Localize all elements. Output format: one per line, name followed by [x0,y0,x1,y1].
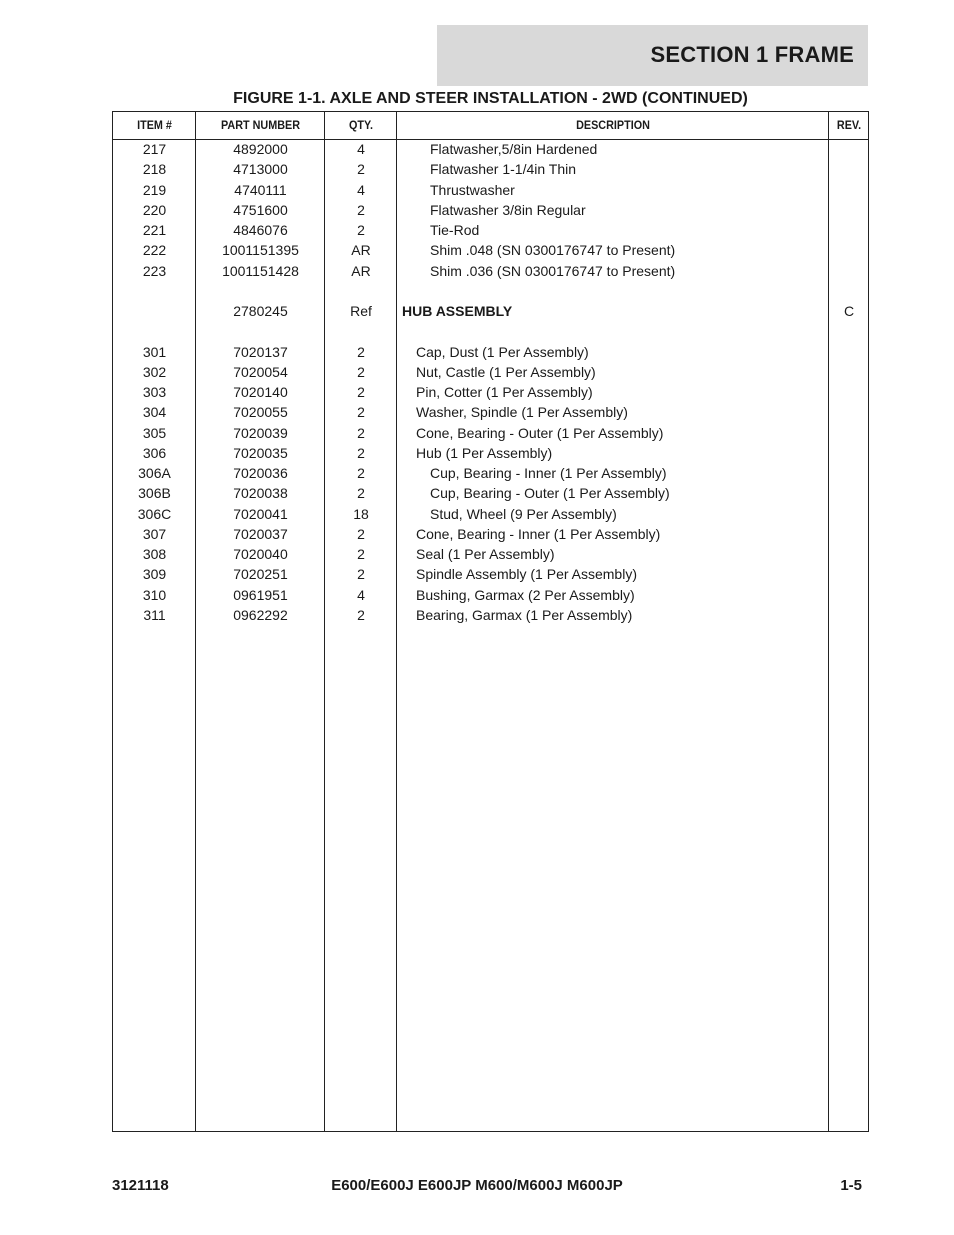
qty-cell: 2 [357,465,365,481]
table-row [113,504,868,524]
table-row [113,200,868,220]
item-number-cell: 309 [142,566,167,583]
qty-cell: 2 [357,546,365,562]
table-row [113,281,868,301]
part-number-cell: 4846076 [233,222,288,238]
qty-cell: 2 [357,363,365,380]
description-cell: Nut, Castle (1 Per Assembly) [416,363,596,380]
table-row [113,362,868,382]
qty-cell: 2 [357,201,365,218]
item-number-cell [113,281,196,301]
rev-cell [829,504,869,524]
description-cell [402,321,832,341]
part-number-cell: 4892000 [233,141,288,157]
description-cell: HUB ASSEMBLY [402,303,513,319]
description-cell: Cone, Bearing - Outer (1 Per Assembly) [416,424,664,441]
part-number-cell: 7020039 [233,424,288,441]
part-number-cell: 7020036 [233,465,288,481]
qty-cell: 2 [357,343,365,360]
qty-cell: AR [351,262,371,279]
qty-cell: AR [351,242,371,259]
rev-cell [829,382,869,402]
item-number-cell: 307 [142,525,167,542]
item-number-cell: 221 [142,222,167,238]
part-number-cell: 7020251 [233,566,288,583]
part-number-cell [196,321,325,341]
table-row [113,342,868,362]
part-number-cell: 7020040 [233,546,288,562]
description-cell: Flatwasher,5/8in Hardened [430,141,598,157]
qty-cell: 2 [357,525,365,542]
part-number-cell: 4751600 [233,201,288,218]
rev-cell [829,180,869,200]
description-cell: Washer, Spindle (1 Per Assembly) [416,404,628,421]
section-title: SECTION 1 FRAME [650,42,854,67]
description-cell: Tie-Rod [430,222,480,238]
column-header-description: DESCRIPTION [576,118,650,132]
table-row [113,585,868,605]
column-header-item: ITEM # [137,118,172,132]
rev-cell [829,281,869,301]
table-row [113,220,868,240]
item-number-cell: 308 [142,546,167,562]
part-number-cell: 7020037 [233,525,288,542]
table-row [113,605,868,625]
part-number-cell: 7020035 [233,444,288,461]
part-number-cell: 4740111 [234,181,287,198]
rev-cell [829,220,869,240]
qty-cell: 2 [357,404,365,421]
item-number-cell: 217 [142,141,167,157]
column-header-qty: QTY. [348,118,373,132]
table-row [113,544,868,564]
item-number-cell: 303 [142,384,167,400]
part-number-cell: 7020054 [233,363,288,380]
part-number-cell: 7020038 [233,485,288,502]
description-cell: Shim .036 (SN 0300176747 to Present) [430,262,676,279]
table-row [113,402,868,422]
item-number-cell: 310 [142,586,167,603]
item-number-cell: 306A [138,465,171,481]
part-number-cell: 7020055 [233,404,288,421]
description-cell: Spindle Assembly (1 Per Assembly) [416,566,637,583]
description-cell: Cup, Bearing - Inner (1 Per Assembly) [430,465,667,481]
item-number-cell [113,301,196,321]
table-row [113,564,868,584]
qty-cell: 2 [357,424,365,441]
item-number-cell: 306 [142,444,167,461]
item-number-cell: 304 [142,404,167,421]
rev-cell [829,463,869,483]
qty-cell: 2 [357,444,365,461]
description-cell: Cup, Bearing - Outer (1 Per Assembly) [430,485,670,502]
rev-cell [829,423,869,443]
description-cell [402,281,832,301]
qty-cell: 2 [357,384,365,400]
description-cell: Hub (1 Per Assembly) [416,444,553,461]
rev-cell: C [843,303,855,319]
qty-cell: 2 [357,566,365,583]
part-number-cell: 0962292 [233,606,288,623]
part-number-cell: 1001151428 [222,262,299,279]
description-cell: Bearing, Garmax (1 Per Assembly) [416,606,633,623]
item-number-cell: 220 [142,201,167,218]
qty-cell: 4 [357,586,365,603]
figure-title: FIGURE 1-1. AXLE AND STEER INSTALLATION - 2WD (CONTINUED) [233,90,748,107]
rev-cell [829,159,869,179]
part-number-cell [196,281,325,301]
table-row [113,240,868,260]
qty-cell [325,281,397,301]
rev-cell [829,605,869,625]
item-number-cell: 301 [142,343,167,360]
qty-cell: 2 [357,161,365,178]
footer-doc-number: 3121118 [112,1177,169,1194]
table-row [113,159,868,179]
item-number-cell: 218 [142,161,167,178]
description-cell: Cone, Bearing - Inner (1 Per Assembly) [416,525,661,542]
description-cell: Thrustwasher [430,181,515,198]
rev-cell [829,321,869,341]
rev-cell [829,342,869,362]
item-number-cell: 222 [142,242,167,259]
table-row [113,443,868,463]
table-row [113,261,868,281]
table-row [113,301,868,321]
part-number-cell: 7020140 [233,384,288,400]
rev-cell [829,200,869,220]
part-number-cell: 7020137 [233,343,288,360]
table-row [113,423,868,443]
item-number-cell: 305 [142,424,167,441]
table-row [113,139,868,159]
qty-cell: 4 [357,141,365,157]
table-row [113,524,868,544]
description-cell: Seal (1 Per Assembly) [416,546,555,562]
table-row [113,382,868,402]
rev-cell [829,240,869,260]
rev-cell [829,544,869,564]
table-row [113,483,868,503]
part-number-cell: 0961951 [233,586,288,603]
qty-cell: 2 [357,485,365,502]
description-cell: Stud, Wheel (9 Per Assembly) [430,505,617,522]
item-number-cell: 302 [142,363,167,380]
rev-cell [829,564,869,584]
qty-cell [325,321,397,341]
table-row [113,321,868,341]
description-cell: Cap, Dust (1 Per Assembly) [416,343,589,360]
rev-cell [829,402,869,422]
rev-cell [829,585,869,605]
item-number-cell: 219 [142,181,167,198]
table-row [113,180,868,200]
description-cell: Shim .048 (SN 0300176747 to Present) [430,242,676,259]
footer-page-number: 1-5 [840,1177,862,1194]
footer-models: E600/E600J E600JP M600/M600J M600JP [331,1177,623,1194]
section-header [437,25,868,86]
column-header-rev: REV. [836,118,862,132]
item-number-cell: 306C [137,505,172,522]
description-cell: Pin, Cotter (1 Per Assembly) [416,384,593,400]
item-number-cell: 223 [142,262,167,279]
qty-cell: 18 [353,505,369,522]
part-number-cell: 4713000 [233,161,288,178]
item-number-cell [113,321,196,341]
rev-cell [829,483,869,503]
item-number-cell: 311 [143,606,166,623]
rev-cell [829,261,869,281]
description-cell: Flatwasher 1-1/4in Thin [430,161,577,178]
rev-cell [829,443,869,463]
rev-cell [829,362,869,382]
part-number-cell: 7020041 [233,505,288,522]
part-number-cell: 2780245 [233,303,288,319]
qty-cell: 4 [357,181,365,198]
qty-cell: 2 [357,222,365,238]
item-number-cell: 306B [138,485,171,502]
description-cell: Bushing, Garmax (2 Per Assembly) [416,586,635,603]
qty-cell: Ref [350,303,372,319]
rev-cell [829,139,869,159]
table-row [113,463,868,483]
column-header-part-number: PART NUMBER [220,118,301,132]
qty-cell: 2 [357,606,365,623]
rev-cell [829,524,869,544]
description-cell: Flatwasher 3/8in Regular [430,201,586,218]
part-number-cell: 1001151395 [222,242,299,259]
parts-table [112,111,869,1132]
